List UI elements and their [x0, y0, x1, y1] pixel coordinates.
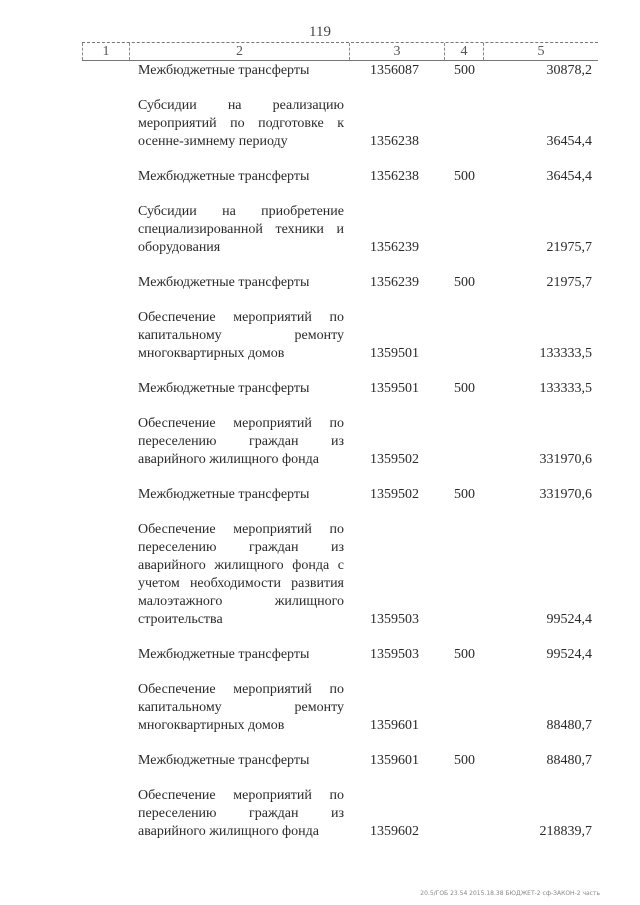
expense-type-code: 500 — [454, 487, 475, 502]
column-header-3: 3 — [350, 43, 445, 60]
table-row — [0, 380, 640, 398]
expense-type-code: 500 — [454, 647, 475, 662]
target-article-code: 1356238 — [370, 169, 419, 184]
target-article-code: 1359501 — [370, 346, 419, 361]
item-name: Межбюджетные трансферты — [138, 63, 310, 78]
table-row — [0, 203, 640, 257]
target-article-code: 1359502 — [370, 487, 419, 502]
amount-value: 331970,6 — [539, 487, 592, 502]
table-row — [0, 97, 640, 151]
amount-value: 88480,7 — [546, 718, 592, 733]
amount-value: 133333,5 — [539, 381, 592, 396]
item-name: Межбюджетные трансферты — [138, 487, 310, 502]
footer-note: 20.5/ГОБ 23.54 2015.18.38 БЮДЖЕТ-2 сф-ЗАКОН-2 часть — [420, 890, 600, 897]
amount-value: 36454,4 — [546, 169, 592, 184]
target-article-code: 1359503 — [370, 647, 419, 662]
table-row — [0, 681, 640, 735]
expense-type-code: 500 — [454, 63, 475, 78]
item-name: Межбюджетные трансферты — [138, 753, 310, 768]
expense-type-code: 500 — [454, 753, 475, 768]
column-header-2: 2 — [130, 43, 350, 60]
amount-value: 218839,7 — [539, 824, 592, 839]
column-header-4: 4 — [445, 43, 484, 60]
item-name: Межбюджетные трансферты — [138, 647, 310, 662]
page-number: 119 — [309, 24, 331, 40]
table-row — [0, 486, 640, 504]
item-name: Межбюджетные трансферты — [138, 275, 310, 290]
amount-value: 36454,4 — [546, 134, 592, 149]
item-name: Межбюджетные трансферты — [138, 169, 310, 184]
item-name: Обеспечение мероприятий по капитальному ремонту многоквартирных домов — [138, 310, 344, 361]
item-name: Обеспечение мероприятий по переселению граждан из аварийного жилищного фонда — [138, 416, 344, 467]
table-row — [0, 752, 640, 770]
target-article-code: 1359602 — [370, 824, 419, 839]
item-name: Субсидии на приобретение специализированной техники и оборудования — [138, 204, 344, 255]
table-column-header-row — [82, 42, 598, 61]
amount-value: 133333,5 — [539, 346, 592, 361]
amount-value: 21975,7 — [546, 240, 592, 255]
expense-type-code: 500 — [454, 169, 475, 184]
table-row — [0, 646, 640, 664]
item-name: Обеспечение мероприятий по переселению граждан из аварийного жилищного фонда — [138, 788, 344, 839]
budget-table-body — [0, 62, 640, 858]
amount-value: 88480,7 — [546, 753, 592, 768]
amount-value: 99524,4 — [546, 647, 592, 662]
target-article-code: 1356238 — [370, 134, 419, 149]
amount-value: 21975,7 — [546, 275, 592, 290]
target-article-code: 1359601 — [370, 718, 419, 733]
item-name: Субсидии на реализацию мероприятий по подготовке к осенне-зимнему периоду — [138, 98, 344, 149]
table-row — [0, 521, 640, 629]
target-article-code: 1359502 — [370, 452, 419, 467]
table-row — [0, 787, 640, 841]
amount-value: 99524,4 — [546, 612, 592, 627]
table-row — [0, 309, 640, 363]
target-article-code: 1359503 — [370, 612, 419, 627]
target-article-code: 1359601 — [370, 753, 419, 768]
table-row — [0, 415, 640, 469]
item-name: Обеспечение мероприятий по капитальному ремонту многоквартирных домов — [138, 682, 344, 733]
item-name: Обеспечение мероприятий по переселению граждан из аварийного жилищного фонда с учетом необходимости развития малоэтажного жилищного строительства — [138, 522, 344, 627]
expense-type-code: 500 — [454, 275, 475, 290]
amount-value: 30878,2 — [546, 63, 592, 78]
table-row — [0, 62, 640, 80]
target-article-code: 1356239 — [370, 240, 419, 255]
target-article-code: 1359501 — [370, 381, 419, 396]
table-row — [0, 168, 640, 186]
target-article-code: 1356087 — [370, 63, 419, 78]
expense-type-code: 500 — [454, 381, 475, 396]
table-row — [0, 274, 640, 292]
column-header-1: 1 — [82, 43, 130, 60]
item-name: Межбюджетные трансферты — [138, 381, 310, 396]
amount-value: 331970,6 — [539, 452, 592, 467]
target-article-code: 1356239 — [370, 275, 419, 290]
column-header-5: 5 — [537, 44, 545, 59]
